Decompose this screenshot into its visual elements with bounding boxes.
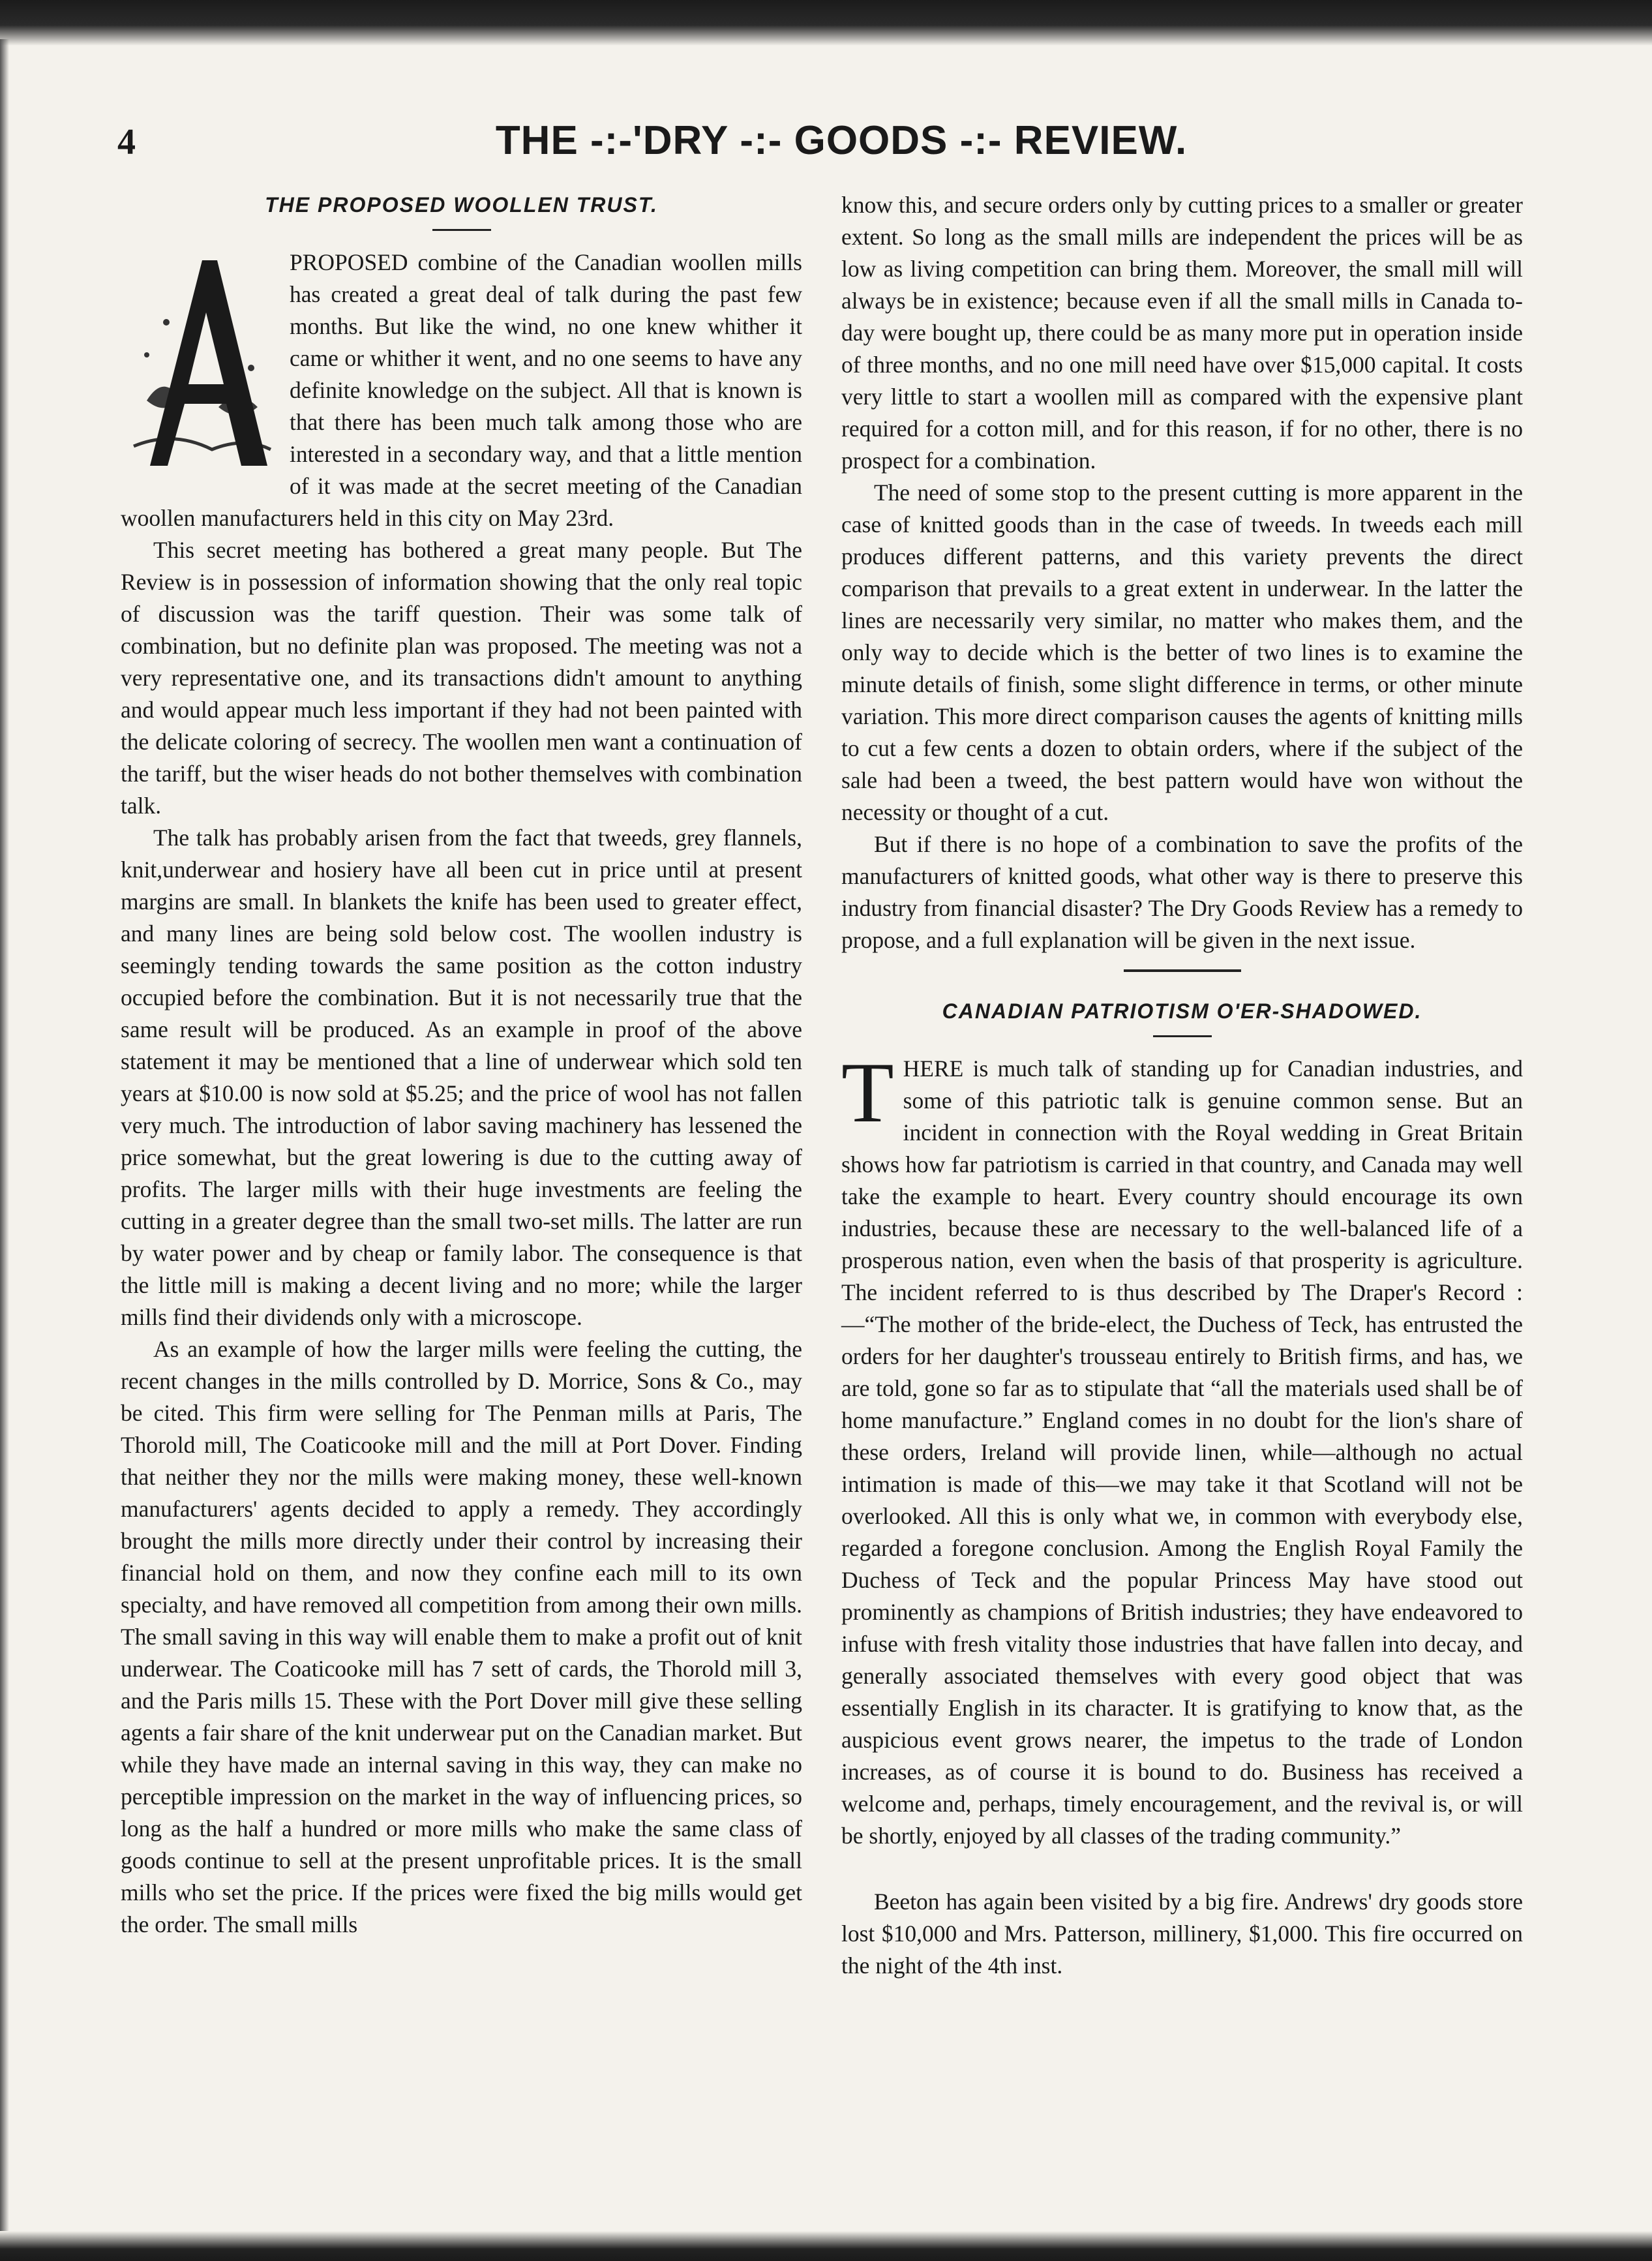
- article-paragraph: The need of some stop to the present cutting is more apparent in the case of knitted goods than in the case of tweeds. In tweeds each mill produces different patterns, and this variety prevents the direct comparison that prevails to a great extent in underwear. In the latter the lines are necessarily very similar, no matter who makes them, and the only way to decide which is the better of two lines is to examine the minute details of finish, some slight difference in terms, or other minute variation. This more direct comparison causes the agents of knitting mills to cut a few cents a dozen to obtain orders, where if the subject of the sale had been a tweed, the best pattern would have won without the necessity or thought of a cut.: [841, 479, 1523, 825]
- article-paragraph: The talk has probably arisen from the fact that tweeds, grey flannels, knit,underwear and hosiery have all been cut in price until at present margins are small. In blankets the knife has been used to greater effect, and many lines are being sold below cost. The woollen industry is seemingly tending towards the same position as the cotton industry occupied before the combination. But it is not necessarily true that the same result will be produced. As an example in proof of the above statement it may be mentioned that a line of underwear which sold ten years at $10.00 is now sold at $5.25; and the price of wool has not fallen very much. The introduction of labor saving machinery has lessened the price somewhat, but the great lowering is due to the cutting away of profits. The larger mills with their huge investments are feeling the cutting in a greater degree than the small two-set mills. The latter are run by water power and by cheap or family labor. The consequence is that the little mill is making a decent living and no more; while the larger mills find their dividends only with a microscope.: [121, 825, 802, 1330]
- paragraph-text: PROPOSED combine of the Canadian woollen mills has created a great deal of talk during the past few months. But like the wind, no one knew whither it came or whither it went, and no one seems to have any definite knowledge on the subject. All that is known is that there has been much talk among those who are interested in a secondary way, and that a little mention of it was made at the secret meeting of the Canadian woollen manufacturers held in this city on May 23rd.: [121, 249, 802, 531]
- right-column: [841, 189, 1523, 1982]
- news-item: Beeton has again been visited by a big fire. Andrews' dry goods store lost $10,000 and Mrs. Patterson, millinery, $1,000. This fire occurred on the night of the 4th inst.: [841, 1889, 1523, 1979]
- journal-title: THE -:-'DRY -:- GOODS -:- REVIEW.: [495, 118, 1188, 163]
- article-paragraph: [841, 1044, 1523, 1852]
- article-paragraph: This secret meeting has bothered a great many people. But The Review is in possession of information showing that the only real topic of discussion was the tariff question. Their was some talk of combination, but no definite plan was proposed. The meeting was not a very representative one, and its transactions didn't amount to anything and would appear much less important if they had not been painted with the delicate coloring of secrecy. The woollen men want a continuation of the tariff, but the wiser heads do not bother themselves with combination talk.: [121, 537, 802, 819]
- section-divider: [1124, 969, 1241, 972]
- ornamental-drop-cap-a-icon: [121, 250, 274, 479]
- article-paragraph: [121, 247, 802, 534]
- article-heading-woollen-trust: THE PROPOSED WOOLLEN TRUST.: [265, 193, 658, 217]
- article-paragraph-continued: know this, and secure orders only by cutting prices to a smaller or greater extent. So long as the small mills are independent the prices will be as low as living competition can bring them. Moreover, the small mill will always be in existence; because even if all the small mills in Canada to-day were bought up, there could be as many more put in operation inside of three months, and no one mill need have over $15,000 capital. It costs very little to start a woollen mill as compared with the expensive plant required for a cotton mill, and for this reason, if for no other, there is no prospect for a combination.: [841, 192, 1523, 474]
- scan-left-edge: [0, 39, 9, 2231]
- heading-rule: [1153, 1035, 1212, 1037]
- article-paragraph: But if there is no hope of a combination to save the profits of the manufacturers of knitted goods, what other way is there to preserve this industry from financial disaster? The Dry Goods Review has a remedy to propose, and a full explanation will be given in the next issue.: [841, 831, 1523, 953]
- drop-cap-letter: T: [841, 1044, 894, 1140]
- heading-rule: [432, 229, 491, 231]
- page-number: 4: [117, 122, 136, 162]
- article-paragraph: As an example of how the larger mills were feeling the cutting, the recent changes in the mills controlled by D. Morrice, Sons & Co., may be cited. This firm were selling for The Penman mills at Paris, The Thorold mill, The Coaticooke mill and the mill at Port Dover. Finding that neither they nor the mills were making money, these well-known manufacturers' agents decided to apply a remedy. They accordingly brought the mills more directly under their control by increasing their financial hold on them, and now they confine each mill to its own specialty, and have removed all competition from among their own mills. The small saving in this way will enable them to make a profit out of knit underwear. The Coaticooke mill has 7 sett of cards, the Thorold mill 3, and the Paris mills 15. These with the Port Dover mill give these selling agents a fair share of the knit underwear put on the Canadian market. But while they have made an internal saving in this way, they can make no perceptible impression on the market in the way of influencing prices, so long as the half a hundred or more mills who make the same class of goods continue to sell at the present unprofitable prices. It is the small mills who set the price. If the prices were fixed the big mills would get the order. The small mills: [121, 1336, 802, 1937]
- scan-top-edge: [0, 0, 1652, 46]
- page-header: [117, 117, 1565, 170]
- paragraph-text: HERE is much talk of standing up for Canadian industries, and some of this patriotic talk is genuine common sense. But an incident in connection with the Royal wedding in Great Britain shows how far patriotism is carried in that country, and Canada may well take the example to heart. Every country should encourage its own industries, because these are necessary to the well-balanced life of a prosperous nation, even when the basis of that prosperity is agriculture. The incident referred to is thus described by The Draper's Record :—“The mother of the bride-elect, the Duchess of Teck, has entrusted the orders for her daughter's trousseau entirely to British firms, and has, we are told, gone so far as to stipulate that “all the materials used shall be of home manufacture.” England comes in no doubt for the lion's share of these orders, Ireland will provide linen, while—although no actual intimation is made of this—we may take it that Scotland will not be overlooked. All this is only what we, in common with everybody else, regarded a foregone conclusion. Among the English Royal Family the Duchess of Teck and the popular Princess May have stood out prominently as champions of British industries; they have endeavored to infuse with fresh vitality those industries that have fallen into decay, and generally associated themselves with every good object that was essentially English in its character. It is gratifying to know that, as the auspicious event grows nearer, the impetus to the trade of London increases, as of course it is bound to do. Business has received a welcome and, perhaps, timely encouragement, and the revival is, or will be shortly, enjoyed by all classes of the trading community.”: [841, 1055, 1523, 1849]
- scan-bottom-edge: [0, 2231, 1652, 2261]
- left-column: [121, 189, 802, 1941]
- spacer: [841, 1852, 1523, 1886]
- article-heading-patriotism: CANADIAN PATRIOTISM O'ER-SHADOWED.: [942, 999, 1422, 1023]
